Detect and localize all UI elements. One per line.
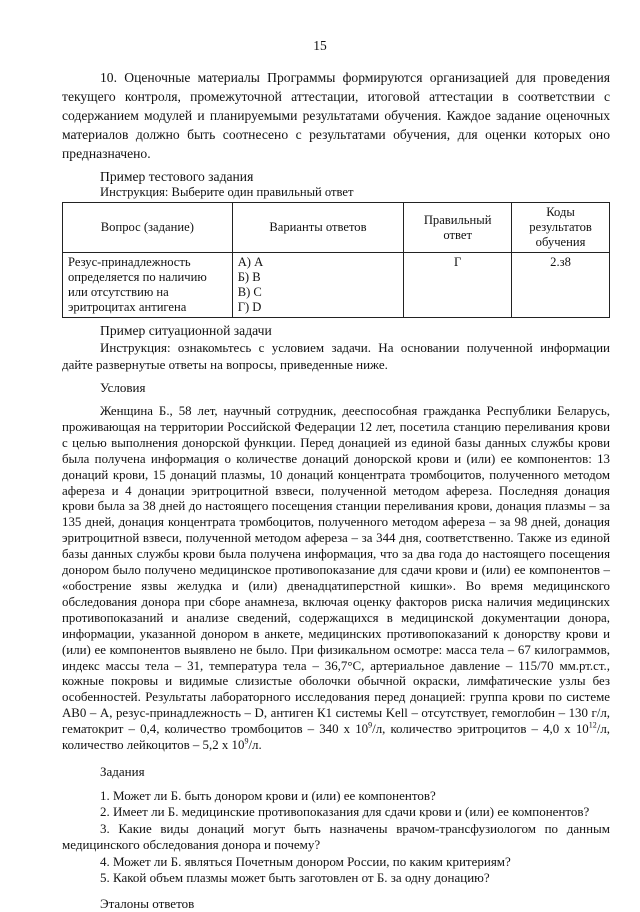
case-example-heading: Пример ситуационной задачи [100,323,272,338]
exponent-1: 9 [368,720,373,730]
conditions-part-2: /л, количество эритроцитов – 4,0 х 10 [372,722,589,737]
task-item: 3. Какие виды донаций могут быть назначены врачом-трансфузиологом по данным медицинского обследования донора и почему? [62,820,610,853]
conditions-title: Условия [100,380,146,395]
tasks-title: Задания [100,763,145,779]
page-number: 15 [313,38,327,53]
test-table [62,202,610,318]
exponent-2: 12 [588,720,597,730]
header-options: Варианты ответов [232,203,404,253]
task-item: 5. Какой объем плазмы может быть заготовлен от Б. за одну донацию? [100,869,490,885]
test-table-header-row [63,203,610,253]
option-a: А) А [237,255,264,269]
conditions-part-4: /л. [248,738,262,753]
header-codes: Коды результатов обучения [512,203,610,253]
intro-paragraph: 10. Оценочные материалы Программы формируются организацией для проведения текущего контроля, промежуточной аттестации, итоговой аттестации в соответствии с содержанием модулей и планируемыми результатами обучения. Каждое задание оценочных материалов должно быть соотнесено с результатами обучения, для оценки которых оно предназначено. [62,70,610,161]
correct-answer-cell: Г [404,253,512,318]
case-instruction: Инструкция: ознакомьтесь с условием задачи. На основании полученной информации дайте развернутые ответы на вопросы, приведенные ниже. [62,340,610,372]
task-item: 4. Может ли Б. являться Почетным донором России, по каким критериям? [100,853,511,869]
answers-title: Эталоны ответов [100,896,195,912]
tasks-list [62,788,610,886]
conditions-part-3: /л, количество лейкоцитов – 5,2 х 10 [62,722,610,753]
test-instruction: Инструкция: Выберите один правильный ответ [100,185,354,199]
question-cell: Резус-принадлежность определяется по наличию или отсутствию на эритроцитах антигена [63,253,233,318]
option-d: Г) D [237,300,262,314]
header-correct: Правильный ответ [404,203,512,253]
task-item: 1. Может ли Б. быть донором крови и (или) ее компонентов? [100,787,436,803]
option-c: В) С [237,285,262,299]
test-table-row [63,253,610,318]
exponent-3: 9 [244,736,249,746]
test-example-heading: Пример тестового задания [100,169,254,184]
option-b: Б) В [237,270,261,284]
options-cell [232,253,404,318]
conditions-part-1: Женщина Б., 58 лет, научный сотрудник, дееспособная гражданка Республики Беларусь, проживающая на территории Российской Федерации 12 лет, посетила станцию переливания крови с целью выполнения донорской функции. Перед донацией из единой базы данных службы крови была получена информация о количестве донаций донорской крови и (или) ее компонентов: 13 донаций крови, 15 донаций плазмы, 10 донаций концентрата тромбоцитов, полученного методом афереза и 4 донации эритроцитной взвеси, полученной методом афереза. Последняя донация крови была за 38 дней до настоящего посещения станции переливания крови, донация плазмы – за 135 дней, донация концентрата тромбоцитов, полученного методом афереза – за 98 дней, донация эритроцитной взвеси, полученной методом афереза – за 344 дня, соответственно. Также из единой базы данных службы крови была получена информация, что за два года до настоящего посещения донором было получено медицинское противопоказание для сдачи крови и (или) ее компонентов – «обострение язвы желудка и (или) двенадцатиперстной кишки». Во время медицинского обследования донора при сборе анамнеза, включая оценку факторов риска наличия медицинских противопоказаний и анализе сведений, содержащихся в медицинской документации донора, информации, указанной донором в анкете, медицинских противопоказаний к донорству крови и (или) ее компонентов выявлено не было. При физикальном осмотре: масса тела – 67 килограммов, индекс массы тела – 31, температура тела – 36,7°С, артериальное давление – 115/70 мм.рт.ст., кожные покровы и видимые слизистые оболочки обычной окраски, лимфатические узлы без особенностей. Результаты лабораторного исследования перед донацией: группа крови по системе АВ0 – А, резус-принадлежность – D, антиген К1 системы Kell – отсутствует, гемоглобин – 130 г/л, гематокрит – 0,4, количество тромбоцитов – 340 х 10 [62,404,610,737]
document-body [62,68,610,912]
conditions-text [62,404,610,754]
task-item: 2. Имеет ли Б. медицинские противопоказания для сдачи крови и (или) ее компонентов? [100,804,590,820]
header-question: Вопрос (задание) [63,203,233,253]
code-cell: 2.з8 [512,253,610,318]
